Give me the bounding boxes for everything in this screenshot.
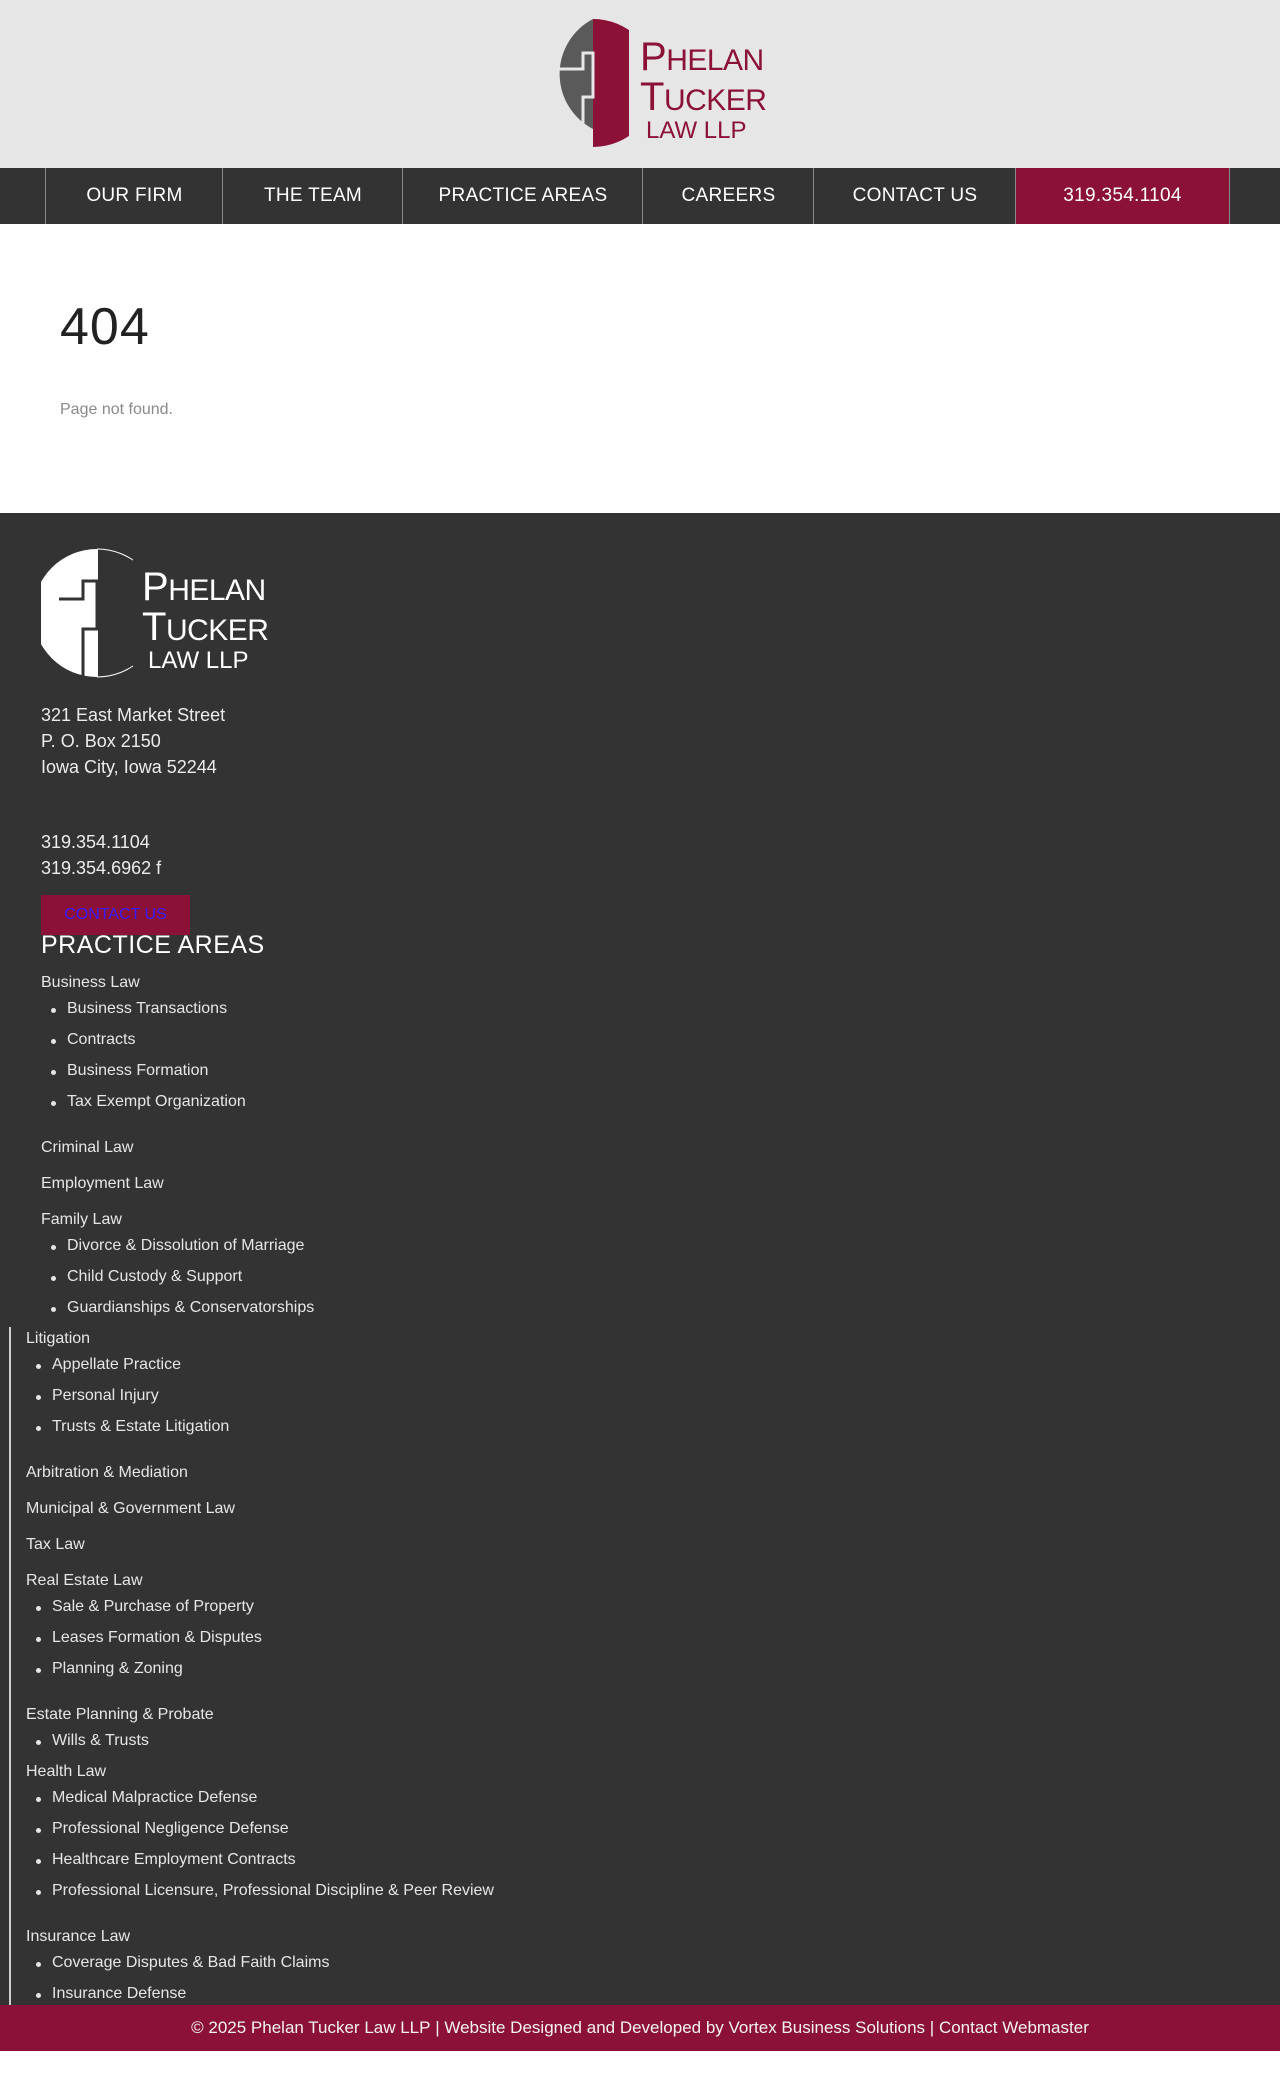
separator: | <box>925 2018 939 2037</box>
footer-address <box>41 702 225 780</box>
site-footer <box>0 513 1280 2049</box>
list-item[interactable]: Business Transactions <box>67 1000 228 1017</box>
list-item[interactable]: Child Custody & Support <box>67 1268 243 1285</box>
list-item[interactable]: Divorce & Dissolution of Marriage <box>67 1237 305 1254</box>
footer-logo-mark-icon <box>41 547 133 679</box>
nav-phone-button[interactable]: 319.354.1104 <box>1015 168 1230 224</box>
practice-areas-heading: PRACTICE AREAS <box>41 931 265 959</box>
list-item[interactable]: Wills & Trusts <box>52 1732 149 1749</box>
list-item[interactable]: Healthcare Employment Contracts <box>52 1851 296 1868</box>
separator: | <box>430 2018 445 2037</box>
area-tax-law[interactable]: Tax Law <box>26 1536 85 1553</box>
fax-number: 319.354.6962 f <box>41 858 162 878</box>
copyright-bar <box>0 2005 1280 2051</box>
logo-wordmark: PHELAN TUCKER LAW LLP <box>640 35 767 144</box>
list-item[interactable]: Leases Formation & Disputes <box>52 1629 262 1646</box>
list-item[interactable]: Medical Malpractice Defense <box>52 1789 258 1806</box>
list-item[interactable]: Guardianships & Conservatorships <box>67 1299 315 1316</box>
copyright-text: © 2025 Phelan Tucker Law LLP <box>191 2018 431 2037</box>
site-header <box>0 0 1280 168</box>
litigation-divider <box>9 1327 11 2015</box>
area-health-law[interactable]: Health Law <box>26 1763 107 1780</box>
address-line: 321 East Market Street <box>41 705 226 725</box>
footer-logo-wordmark: PHELAN TUCKER LAW LLP <box>142 565 269 674</box>
list-item[interactable]: Appellate Practice <box>52 1356 181 1373</box>
footer-logo[interactable] <box>41 547 269 679</box>
error-message: Page not found. <box>60 401 173 418</box>
area-family-law[interactable]: Family Law <box>41 1211 122 1228</box>
list-item[interactable]: Tax Exempt Organization <box>67 1093 246 1110</box>
list-item[interactable]: Coverage Disputes & Bad Faith Claims <box>52 1954 330 1971</box>
nav-our-firm[interactable]: OUR FIRM <box>45 168 223 224</box>
list-item[interactable]: Insurance Defense <box>52 1985 187 2002</box>
area-estate-planning[interactable]: Estate Planning & Probate <box>26 1706 214 1723</box>
list-item[interactable]: Personal Injury <box>52 1387 159 1404</box>
address-line: Iowa City, Iowa 52244 <box>41 757 217 777</box>
address-line: P. O. Box 2150 <box>41 731 161 751</box>
logo-mark-icon <box>537 17 629 149</box>
main-nav <box>0 168 1280 224</box>
area-criminal-law[interactable]: Criminal Law <box>41 1139 134 1156</box>
list-item[interactable]: Contracts <box>67 1031 136 1048</box>
page-title: 404 <box>60 298 150 356</box>
nav-practice-areas[interactable]: PRACTICE AREAS <box>402 168 643 224</box>
webmaster-link[interactable]: Contact Webmaster <box>938 2018 1089 2037</box>
area-business-law[interactable]: Business Law <box>41 974 140 991</box>
nav-the-team[interactable]: THE TEAM <box>222 168 403 224</box>
area-litigation[interactable]: Litigation <box>26 1330 91 1347</box>
site-logo[interactable] <box>537 17 767 149</box>
list-item[interactable]: Planning & Zoning <box>52 1660 183 1677</box>
designer-link[interactable]: Website Designed and Developed by Vortex Business Solutions <box>444 2018 926 2037</box>
footer-contact-button[interactable]: CONTACT US <box>41 895 190 935</box>
area-arbitration[interactable]: Arbitration & Mediation <box>26 1464 188 1481</box>
list-item[interactable]: Professional Licensure, Professional Discipline & Peer Review <box>52 1882 494 1899</box>
phone-number[interactable]: 319.354.1104 <box>41 832 150 852</box>
area-municipal[interactable]: Municipal & Government Law <box>26 1500 235 1517</box>
list-item[interactable]: Professional Negligence Defense <box>52 1820 289 1837</box>
list-item[interactable]: Business Formation <box>67 1062 209 1079</box>
nav-contact-us[interactable]: CONTACT US <box>813 168 1016 224</box>
area-real-estate[interactable]: Real Estate Law <box>26 1572 143 1589</box>
footer-phones <box>41 829 161 881</box>
list-item[interactable]: Sale & Purchase of Property <box>52 1598 254 1615</box>
main-content <box>0 224 1280 513</box>
list-item[interactable]: Trusts & Estate Litigation <box>52 1418 230 1435</box>
nav-careers[interactable]: CAREERS <box>642 168 814 224</box>
area-employment-law[interactable]: Employment Law <box>41 1175 164 1192</box>
area-insurance-law[interactable]: Insurance Law <box>26 1928 131 1945</box>
